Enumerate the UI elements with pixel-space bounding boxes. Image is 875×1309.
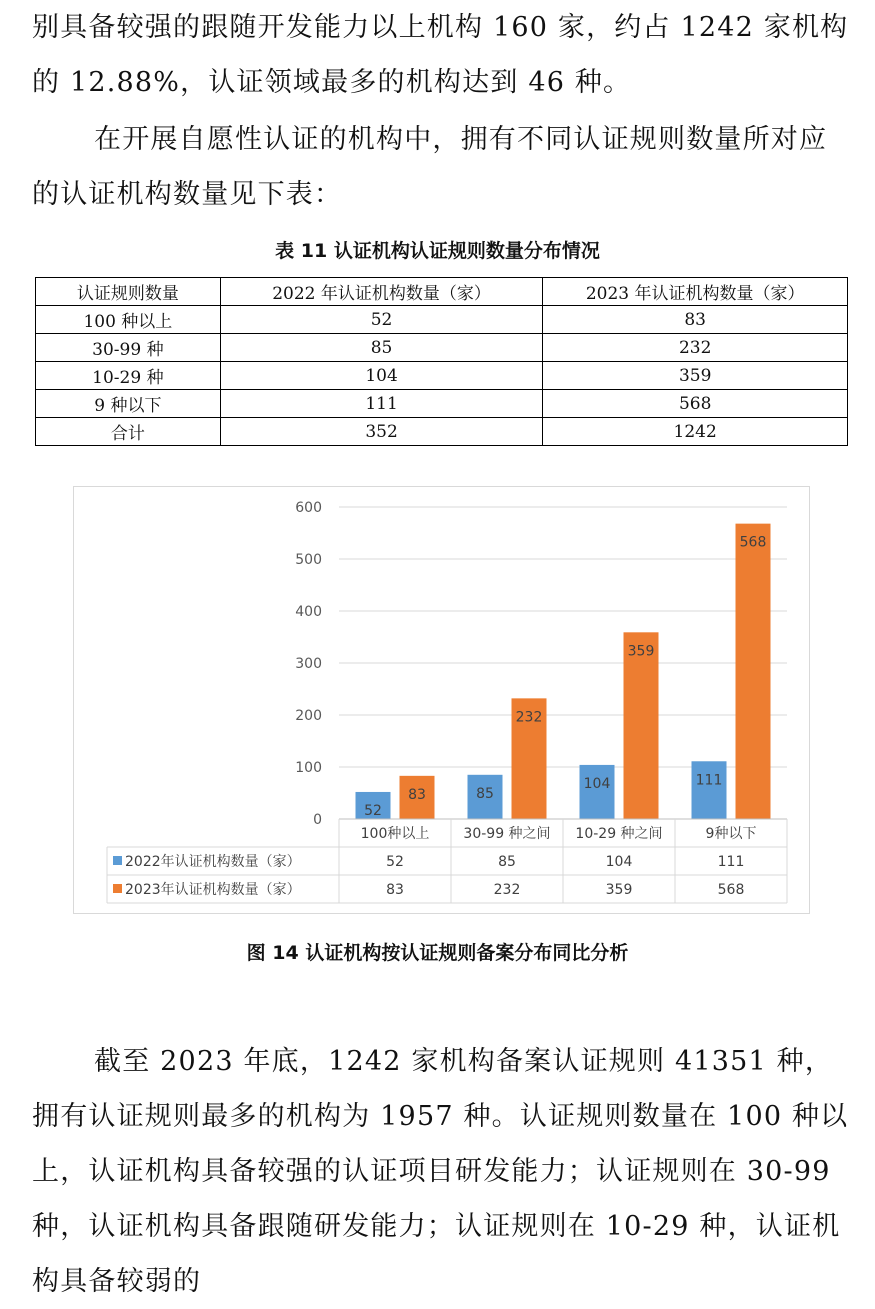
table-value: 52 [386, 854, 404, 870]
table-header-cell: 认证规则数量 [36, 278, 221, 306]
table-value: 85 [498, 854, 516, 870]
bar [692, 761, 727, 819]
table-row [36, 362, 848, 390]
bar-data-label: 111 [695, 772, 723, 789]
table-row-total [36, 418, 848, 446]
paragraph-conclusion: 截至 2023 年底，1242 家机构备案认证规则 41351 种，拥有认证规则最多的机构为 1957 种。认证规则数量在 100 种以上，认证机构具备较强的认证项目研发能力；认证规则在 30-99 种，认证机构具备跟随研发能力；认证规则在 10-29 种，认证机构具备较弱的 [32, 1046, 849, 1297]
table-cell: 232 [543, 334, 848, 362]
table-caption: 表 11 认证机构认证规则数量分布情况 [275, 240, 600, 262]
table-cell: 10-29 种 [36, 362, 221, 390]
legend-label: 2022年认证机构数量（家） [125, 854, 301, 870]
x-category-label: 10-29 种之间 [575, 826, 663, 842]
y-tick-label: 300 [295, 656, 322, 672]
table-cell: 111 [220, 390, 543, 418]
bar [624, 632, 659, 819]
bar-data-label: 85 [476, 785, 494, 802]
table-value: 83 [386, 882, 404, 898]
table-cell: 30-99 种 [36, 334, 221, 362]
table-value: 568 [717, 882, 745, 898]
table-value: 104 [605, 854, 633, 870]
table-cell: 1242 [543, 418, 848, 446]
bar-data-label: 568 [739, 534, 767, 551]
x-category-label: 30-99 种之间 [463, 826, 551, 842]
table-cell: 568 [543, 390, 848, 418]
paragraph-table-intro: 在开展自愿性认证的机构中，拥有不同认证规则数量所对应的认证机构数量见下表： [32, 124, 828, 210]
bar-data-label: 359 [627, 643, 655, 660]
y-tick-label: 600 [295, 500, 322, 516]
table-row [36, 334, 848, 362]
table-row [36, 390, 848, 418]
table-cell: 352 [220, 418, 543, 446]
table-value: 232 [493, 882, 521, 898]
figure-caption: 图 14 认证机构按认证规则备案分布同比分析 [246, 942, 629, 964]
y-tick-label: 500 [295, 552, 322, 568]
table-cell: 100 种以上 [36, 306, 221, 334]
bar-data-label: 83 [408, 786, 426, 803]
table-cell: 合计 [36, 418, 221, 446]
bar-data-label: 104 [583, 775, 611, 792]
bar-data-label: 52 [364, 802, 382, 819]
bar [580, 765, 615, 819]
y-tick-label: 400 [295, 604, 322, 620]
table-cell: 104 [220, 362, 543, 390]
table-cell: 85 [220, 334, 543, 362]
paragraph-intro: 别具备较强的跟随开发能力以上机构 160 家，约占 1242 家机构的 12.88%，认证领域最多的机构达到 46 种。 [32, 12, 849, 98]
bar-chart-frame [73, 486, 810, 914]
table-header-cell: 2023 年认证机构数量（家） [543, 278, 848, 306]
table-value: 111 [717, 854, 745, 870]
y-tick-label: 0 [313, 812, 322, 828]
table-cell: 9 种以下 [36, 390, 221, 418]
certification-rules-table [35, 277, 848, 446]
y-tick-label: 100 [295, 760, 322, 776]
x-category-label: 100种以上 [360, 826, 430, 842]
bar-data-label: 232 [515, 709, 543, 726]
legend-key [113, 856, 122, 865]
table-cell: 359 [543, 362, 848, 390]
table-row [36, 306, 848, 334]
legend-label: 2023年认证机构数量（家） [125, 882, 301, 898]
bar-chart [74, 487, 809, 913]
table-value: 359 [605, 882, 633, 898]
bar [736, 524, 771, 819]
table-cell: 83 [543, 306, 848, 334]
y-tick-label: 200 [295, 708, 322, 724]
table-cell: 52 [220, 306, 543, 334]
table-header-cell: 2022 年认证机构数量（家） [220, 278, 543, 306]
legend-key [113, 884, 122, 893]
x-category-label: 9种以下 [705, 826, 757, 842]
table-header-row [36, 278, 848, 306]
